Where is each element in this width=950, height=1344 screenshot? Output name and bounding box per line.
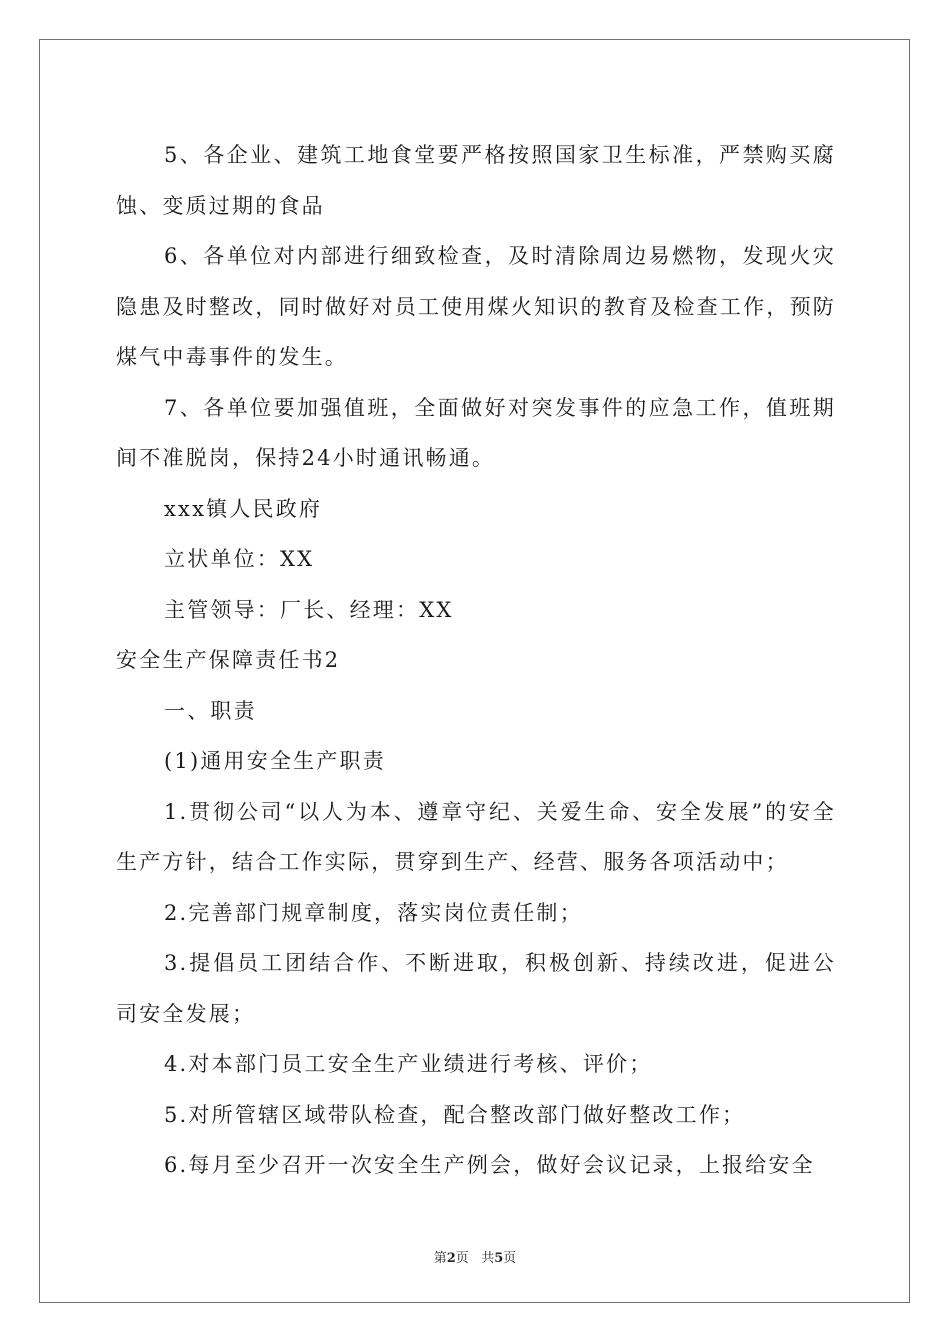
list-item: 2.完善部门规章制度，落实岗位责任制； <box>164 900 583 925</box>
list-item: 3.提倡员工团结合作、不断进取，积极创新、持续改进，促进公司安全发展； <box>116 951 836 1026</box>
footer-total-prefix: 共 <box>481 1251 495 1266</box>
list-item: 1.贯彻公司“以人为本、遵章守纪、关爱生命、安全发展”的安全生产方针，结合工作实际，贯穿到生产、经营、服务各项活动中； <box>116 799 836 874</box>
footer-total-suffix: 页 <box>503 1251 517 1266</box>
document-body <box>116 130 836 1191</box>
page-footer <box>0 1247 950 1266</box>
footer-page-word: 页 <box>455 1251 469 1266</box>
signature-line: 立状单位：XX <box>164 547 315 571</box>
current-page-number: 2 <box>446 1251 456 1266</box>
signature-line: 主管领导：厂长、经理：XX <box>164 597 454 622</box>
subsection-heading: (1)通用安全生产职责 <box>164 749 386 773</box>
paragraph: 7、各单位要加强值班，全面做好对突发事件的应急工作，值班期间不准脱岗，保持24小时通讯畅通。 <box>116 395 836 470</box>
footer-prefix: 第 <box>433 1251 447 1266</box>
list-item: 6.每月至少召开一次安全生产例会，做好会议记录，上报给安全 <box>164 1153 815 1177</box>
section-heading: 一、职责 <box>164 698 257 723</box>
list-item: 4.对本部门员工安全生产业绩进行考核、评价； <box>164 1052 653 1076</box>
list-item: 5.对所管辖区域带队检查，配合整改部门做好整改工作； <box>164 1102 746 1127</box>
signature-line: xxx镇人民政府 <box>164 496 323 521</box>
paragraph: 6、各单位对内部进行细致检查，及时清除周边易燃物，发现火灾隐患及时整改，同时做好对员工使用煤火知识的教育及检查工作，预防煤气中毒事件的发生。 <box>116 244 836 369</box>
section-title: 安全生产保障责任书2 <box>116 648 341 672</box>
total-page-count: 5 <box>494 1251 504 1266</box>
paragraph: 5、各企业、建筑工地食堂要严格按照国家卫生标准，严禁购买腐蚀、变质过期的食品 <box>116 143 836 218</box>
